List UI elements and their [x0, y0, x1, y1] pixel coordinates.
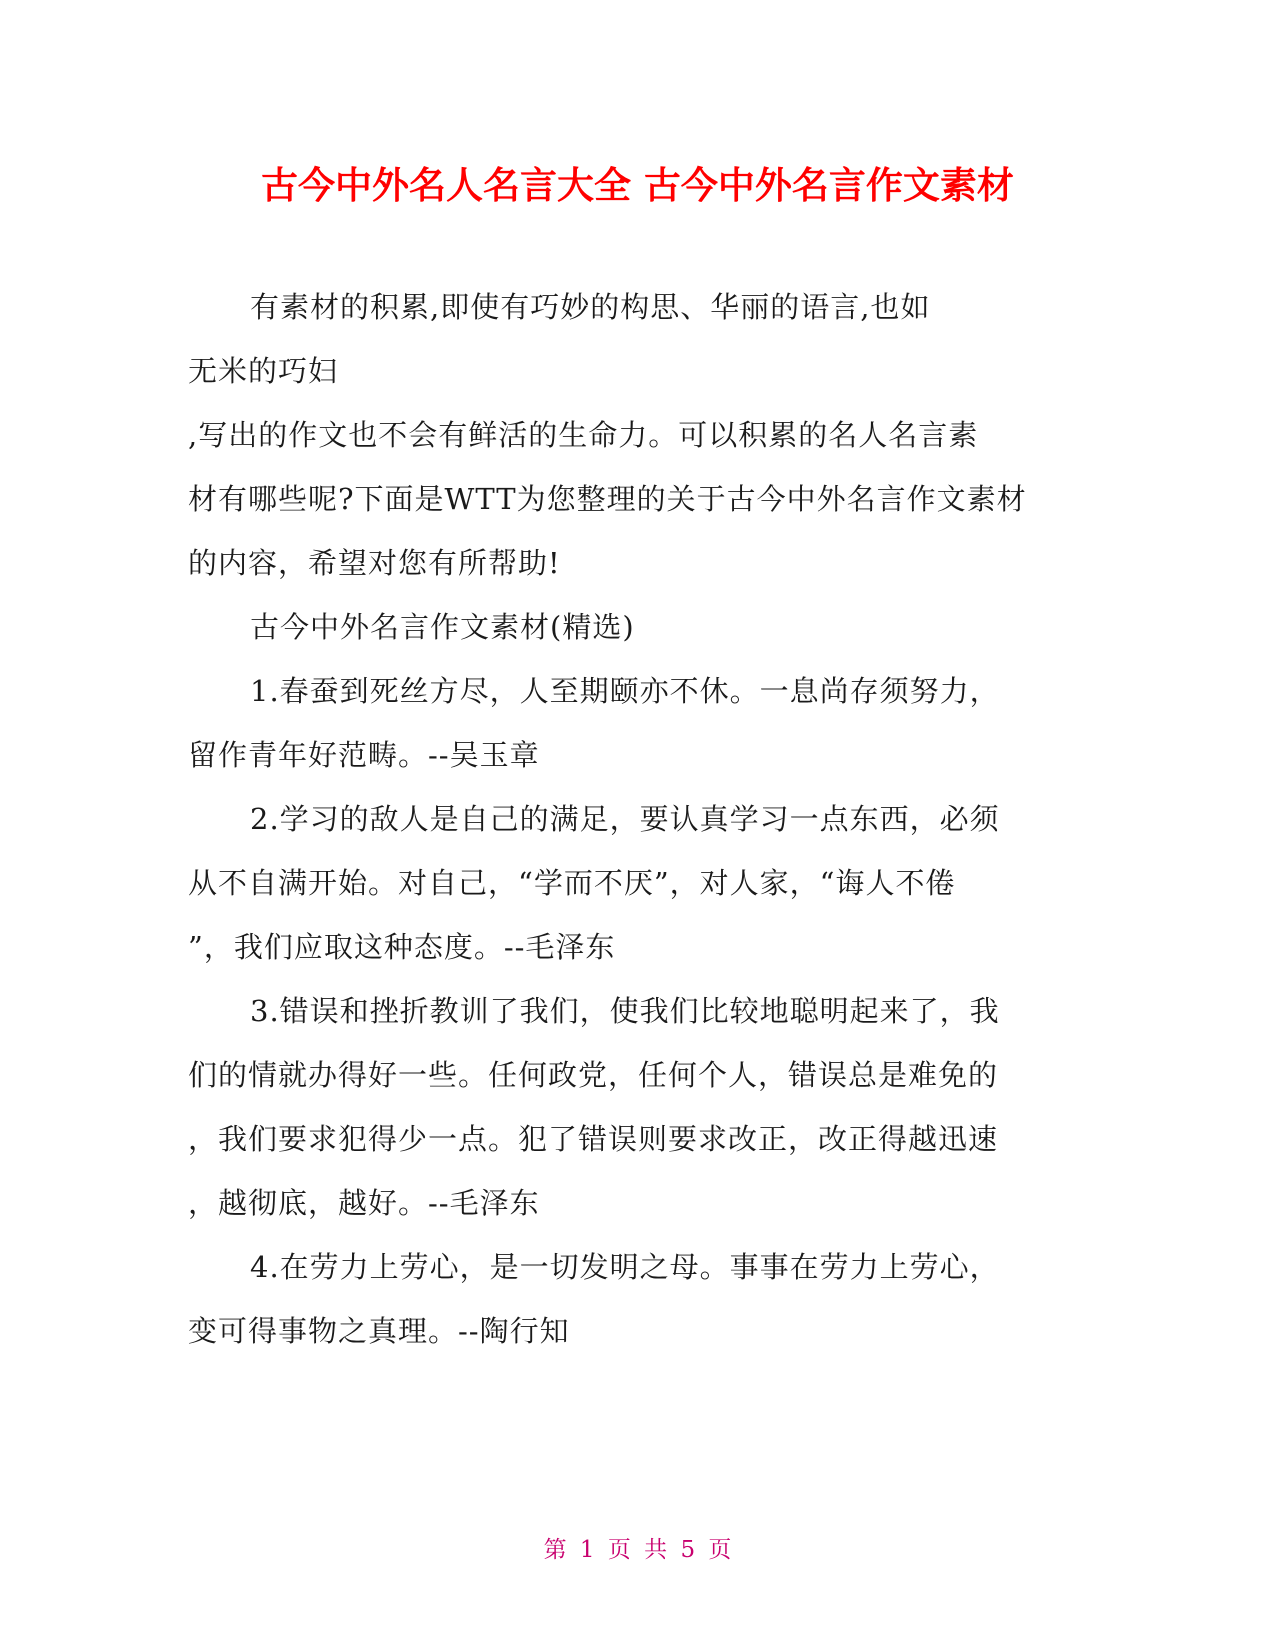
body-line: ，越彻底，越好。--毛泽东	[188, 1186, 540, 1220]
body-line: 3.错误和挫折教训了我们，使我们比较地聪明起来了，我	[250, 994, 1000, 1028]
body-line: 4.在劳力上劳心，是一切发明之母。事事在劳力上劳心，	[250, 1250, 1000, 1284]
body-line: 变可得事物之真理。--陶行知	[188, 1314, 570, 1348]
body-line: 的内容，希望对您有所帮助!	[188, 546, 561, 580]
body-line: 1.春蚕到死丝方尽，人至期颐亦不休。一息尚存须努力，	[250, 674, 1000, 708]
document-title: 古今中外名人名言大全 古今中外名言作文素材	[261, 164, 1014, 207]
body-line: 留作青年好范畴。--吴玉章	[188, 738, 540, 772]
body-line: 古今中外名言作文素材(精选)	[250, 610, 635, 644]
body-line: 材有哪些呢?下面是WTT为您整理的关于古今中外名言作文素材	[188, 482, 1027, 516]
body-line: 从不自满开始。对自己，“学而不厌”，对人家，“诲人不倦	[188, 866, 956, 900]
body-line: 无米的巧妇	[188, 354, 339, 388]
body-line: 2.学习的敌人是自己的满足，要认真学习一点东西，必须	[250, 802, 1000, 836]
body-line: ，我们要求犯得少一点。犯了错误则要求改正，改正得越迅速	[188, 1122, 999, 1156]
body-line: 有素材的积累,即使有巧妙的构思、华丽的语言,也如	[250, 290, 931, 324]
document-body	[188, 275, 1088, 1363]
body-line: ”，我们应取这种态度。--毛泽东	[188, 930, 616, 964]
body-line: ,写出的作文也不会有鲜活的生命力。可以积累的名人名言素	[188, 418, 979, 452]
body-line: 们的情就办得好一些。任何政党，任何个人，错误总是难免的	[188, 1058, 999, 1092]
page-footer: 第 1 页 共 5 页	[543, 1537, 732, 1563]
